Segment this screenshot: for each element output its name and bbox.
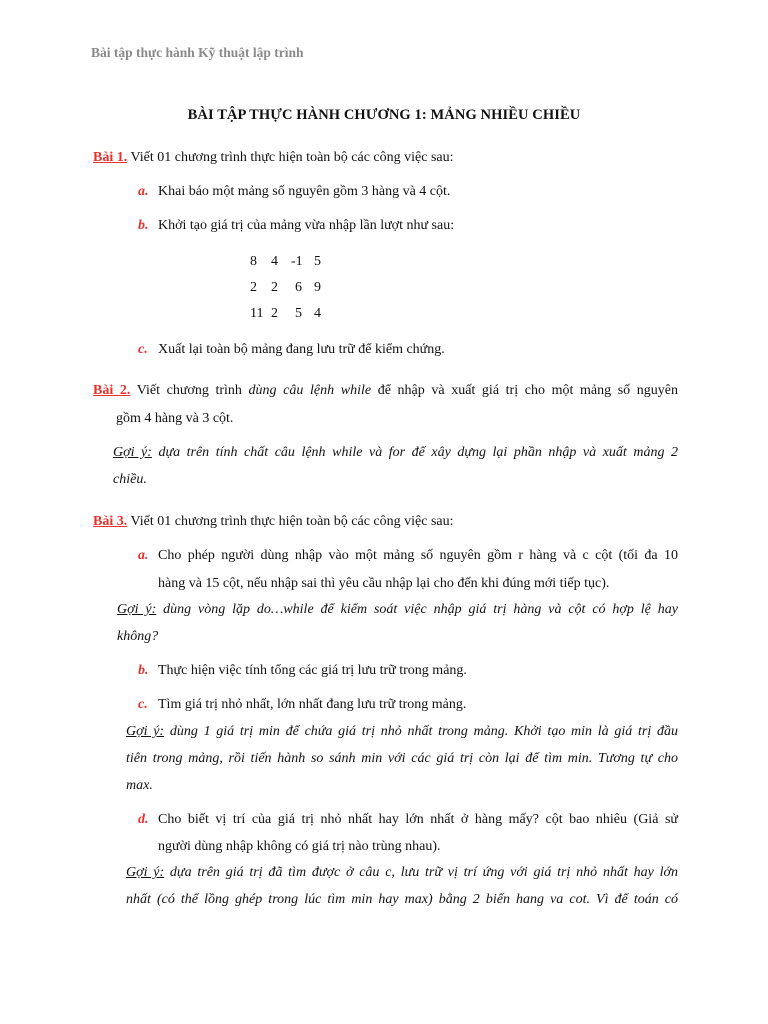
bai3-item-c <box>138 697 466 713</box>
bai3-item-d-line2: người dùng nhập không có giá trị nào trùng nhau). <box>158 839 441 854</box>
bai2-label: Bài 2. <box>93 383 131 398</box>
page-title: BÀI TẬP THỰC HÀNH CHƯƠNG 1: MẢNG NHIỀU CHIỀU <box>187 107 581 123</box>
bai2-text-italic: dùng câu lệnh while <box>248 383 372 398</box>
bai3-hint-c-label: Gợi ý: <box>126 724 165 739</box>
bai1-intro: Viết 01 chương trình thực hiện toàn bộ các công việc sau: <box>127 150 454 165</box>
bai3-hint-a-line2: không? <box>117 629 159 644</box>
bai3-hint-c-text: dùng 1 giá trị min để chứa giá trị nhỏ nhất trong mảng. Khởi tạo min là giá trị đầu <box>164 724 678 739</box>
matrix-cell: 2 <box>271 280 278 295</box>
bai2-text-2: để nhập và xuất giá trị cho một mảng số nguyên <box>371 383 678 398</box>
bai2-hint-line1 <box>113 445 678 461</box>
bai3-intro-line <box>93 514 454 530</box>
bai3-b-mark: b. <box>138 663 149 678</box>
bai3-hint-c-line3: max. <box>126 778 153 793</box>
bai2-text-1: Viết chương trình <box>130 383 249 398</box>
bai3-d-mark: d. <box>138 812 149 827</box>
bai1-a-text: Khai báo một mảng số nguyên gồm 3 hàng và 4 cột. <box>158 184 451 199</box>
bai3-label: Bài 3. <box>93 514 128 529</box>
bai3-a-mark: a. <box>138 548 149 563</box>
matrix-cell: 4 <box>271 254 278 269</box>
matrix-cell: 9 <box>314 280 321 295</box>
matrix-cell: 6 <box>295 280 302 295</box>
bai1-c-mark: c. <box>138 342 148 357</box>
bai1-label: Bài 1. <box>93 150 128 165</box>
bai2-line2: gồm 4 hàng và 3 cột. <box>116 411 234 426</box>
bai1-b-mark: b. <box>138 218 149 233</box>
matrix-cell: 11 <box>250 306 264 321</box>
bai3-hint-c-line1 <box>126 724 678 740</box>
page-header: Bài tập thực hành Kỹ thuật lập trình <box>91 45 304 60</box>
matrix-cell: 4 <box>314 306 321 321</box>
bai3-c-text: Tìm giá trị nhỏ nhất, lớn nhất đang lưu trữ trong mảng. <box>158 697 467 712</box>
bai1-item-a <box>138 184 450 200</box>
bai3-item-a-line1 <box>138 548 678 564</box>
bai1-item-c <box>138 342 445 358</box>
bai3-item-a-line2: hàng và 15 cột, nếu nhập sai thì yêu cầu nhập lại cho đến khi đúng mới tiếp tục). <box>158 576 610 591</box>
matrix-cell: 5 <box>295 306 302 321</box>
matrix-cell: 2 <box>250 280 257 295</box>
bai3-hint-a-text: dùng vòng lặp do…while để kiểm soát việc nhập giá trị hàng và cột có hợp lệ hay <box>156 602 678 617</box>
bai2-hint-text: dựa trên tính chất câu lệnh while và for để xây dựng lại phần nhập và xuất mảng 2 <box>151 445 678 460</box>
bai3-hint-d-line1 <box>126 865 678 881</box>
bai1-c-text: Xuất lại toàn bộ mảng đang lưu trữ để kiểm chứng. <box>158 342 445 357</box>
bai3-hint-d-label: Gợi ý: <box>126 865 165 880</box>
bai3-hint-a-line1 <box>117 602 678 618</box>
matrix-cell: -1 <box>291 254 303 269</box>
bai1-item-b <box>138 218 454 234</box>
bai3-item-b <box>138 663 467 679</box>
bai1-b-text: Khởi tạo giá trị của mảng vừa nhập lần lượt như sau: <box>158 218 455 233</box>
bai3-intro: Viết 01 chương trình thực hiện toàn bộ các công việc sau: <box>127 514 454 529</box>
matrix-cell: 2 <box>271 306 278 321</box>
bai3-a-text: Cho phép người dùng nhập vào một mảng số nguyên gồm r hàng và c cột (tối đa 10 <box>158 548 678 563</box>
bai3-hint-d-line2: nhất (có thể lồng ghép trong lúc tìm min hay max) bằng 2 biến hang va cot. Vì để toán có <box>126 892 678 907</box>
bai3-item-d-line1 <box>138 812 678 828</box>
bai3-hint-d-text: dựa trên giá trị đã tìm được ở câu c, lưu trữ vị trí ứng với giá trị nhỏ nhất hay lớn <box>164 865 678 880</box>
bai1-a-mark: a. <box>138 184 149 199</box>
bai3-d-text: Cho biết vị trí của giá trị nhỏ nhất hay lớn nhất ở hàng mấy? cột bao nhiêu (Giả sử <box>158 812 678 827</box>
bai2-line1 <box>93 383 678 399</box>
matrix-cell: 8 <box>250 254 257 269</box>
bai3-b-text: Thực hiện việc tính tổng các giá trị lưu trữ trong mảng. <box>158 663 467 678</box>
bai3-hint-a-label: Gợi ý: <box>117 602 157 617</box>
bai2-hint-line2: chiều. <box>113 472 147 487</box>
bai2-hint-label: Gợi ý: <box>113 445 152 460</box>
bai3-hint-c-line2: tiên trong mảng, rồi tiến hành so sánh min với các giá trị còn lại để tìm min. Tương tự cho <box>126 751 678 766</box>
bai1-intro-line <box>93 150 454 166</box>
matrix-cell: 5 <box>314 254 321 269</box>
bai3-c-mark: c. <box>138 697 148 712</box>
